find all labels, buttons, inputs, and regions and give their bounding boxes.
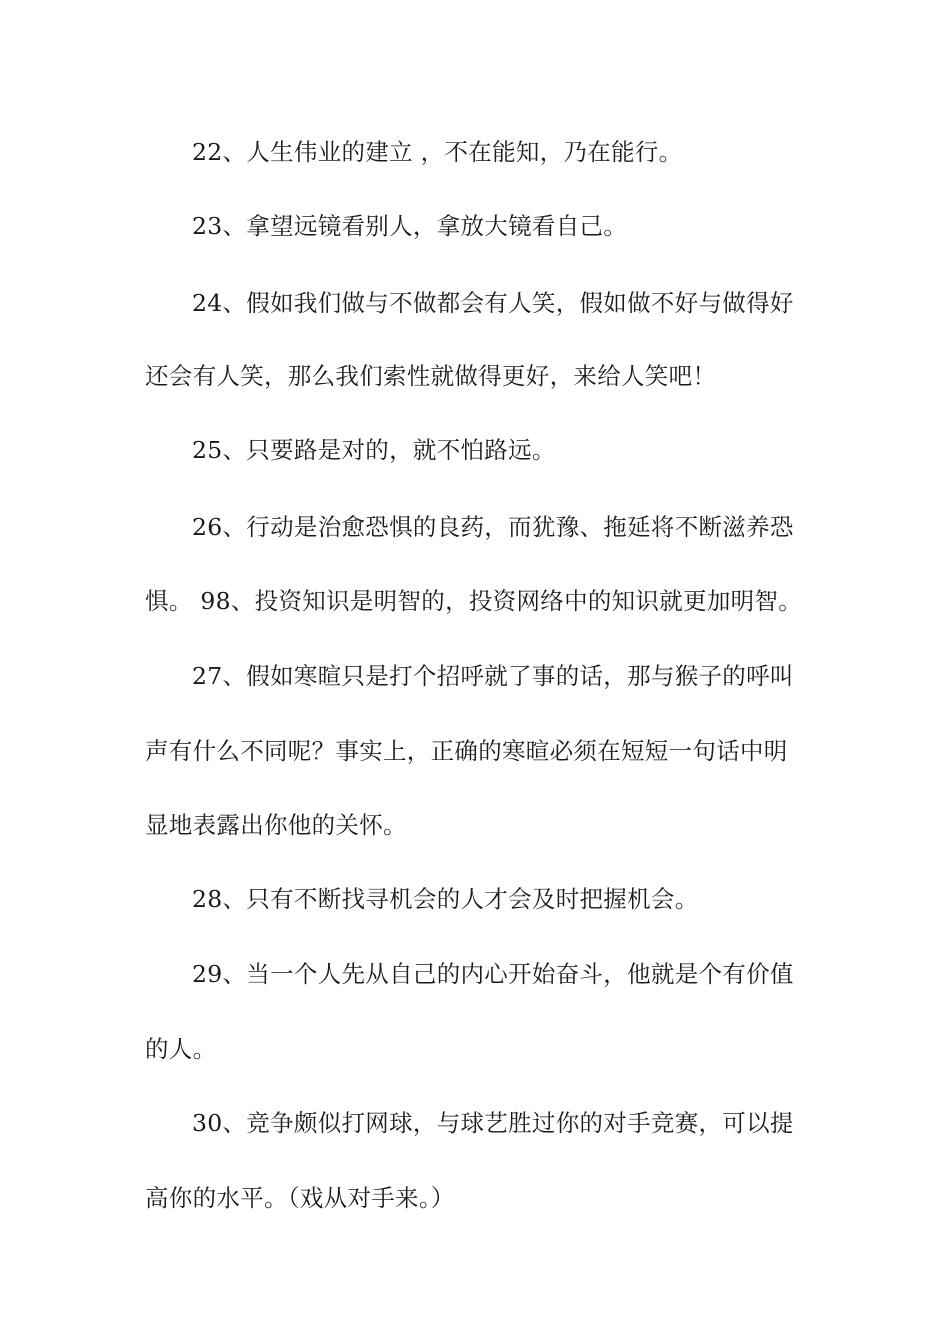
quote-27-line-1: 27、假如寒暄只是打个招呼就了事的话，那与猴子的呼叫 (192, 662, 794, 690)
quote-27-line-2: 声有什么不同呢？事实上，正确的寒暄必须在短短一句话中明 (145, 737, 788, 765)
quote-30-line-1: 30、竞争颇似打网球，与球艺胜过你的对手竞赛，可以提 (192, 1109, 794, 1137)
quote-30-line-2: 高你的水平。（戏从对手来。） (145, 1184, 455, 1212)
quote-25: 25、只要路是对的，就不怕路远。 (192, 436, 556, 464)
quote-26-line-2: 惧。 98、投资知识是明智的，投资网络中的知识就更加明智。 (145, 587, 803, 615)
quote-29-line-1: 29、当一个人先从自己的内心开始奋斗，他就是个有价值 (192, 960, 794, 988)
quote-27-line-3: 显地表露出你他的关怀。 (145, 811, 407, 839)
quote-26-line-1: 26、行动是治愈恐惧的良药，而犹豫、拖延将不断滋养恐 (192, 513, 794, 541)
quote-24-line-2: 还会有人笑，那么我们索性就做得更好，来给人笑吧！ (145, 362, 717, 390)
quote-22: 22、人生伟业的建立 ，不在能知，乃在能行。 (192, 138, 683, 166)
quote-24-line-1: 24、假如我们做与不做都会有人笑，假如做不好与做得好 (192, 289, 794, 317)
quote-29-line-2: 的人。 (145, 1035, 217, 1063)
quote-23: 23、拿望远镜看别人，拿放大镜看自己。 (192, 212, 628, 240)
quote-28: 28、只有不断找寻机会的人才会及时把握机会。 (192, 885, 699, 913)
